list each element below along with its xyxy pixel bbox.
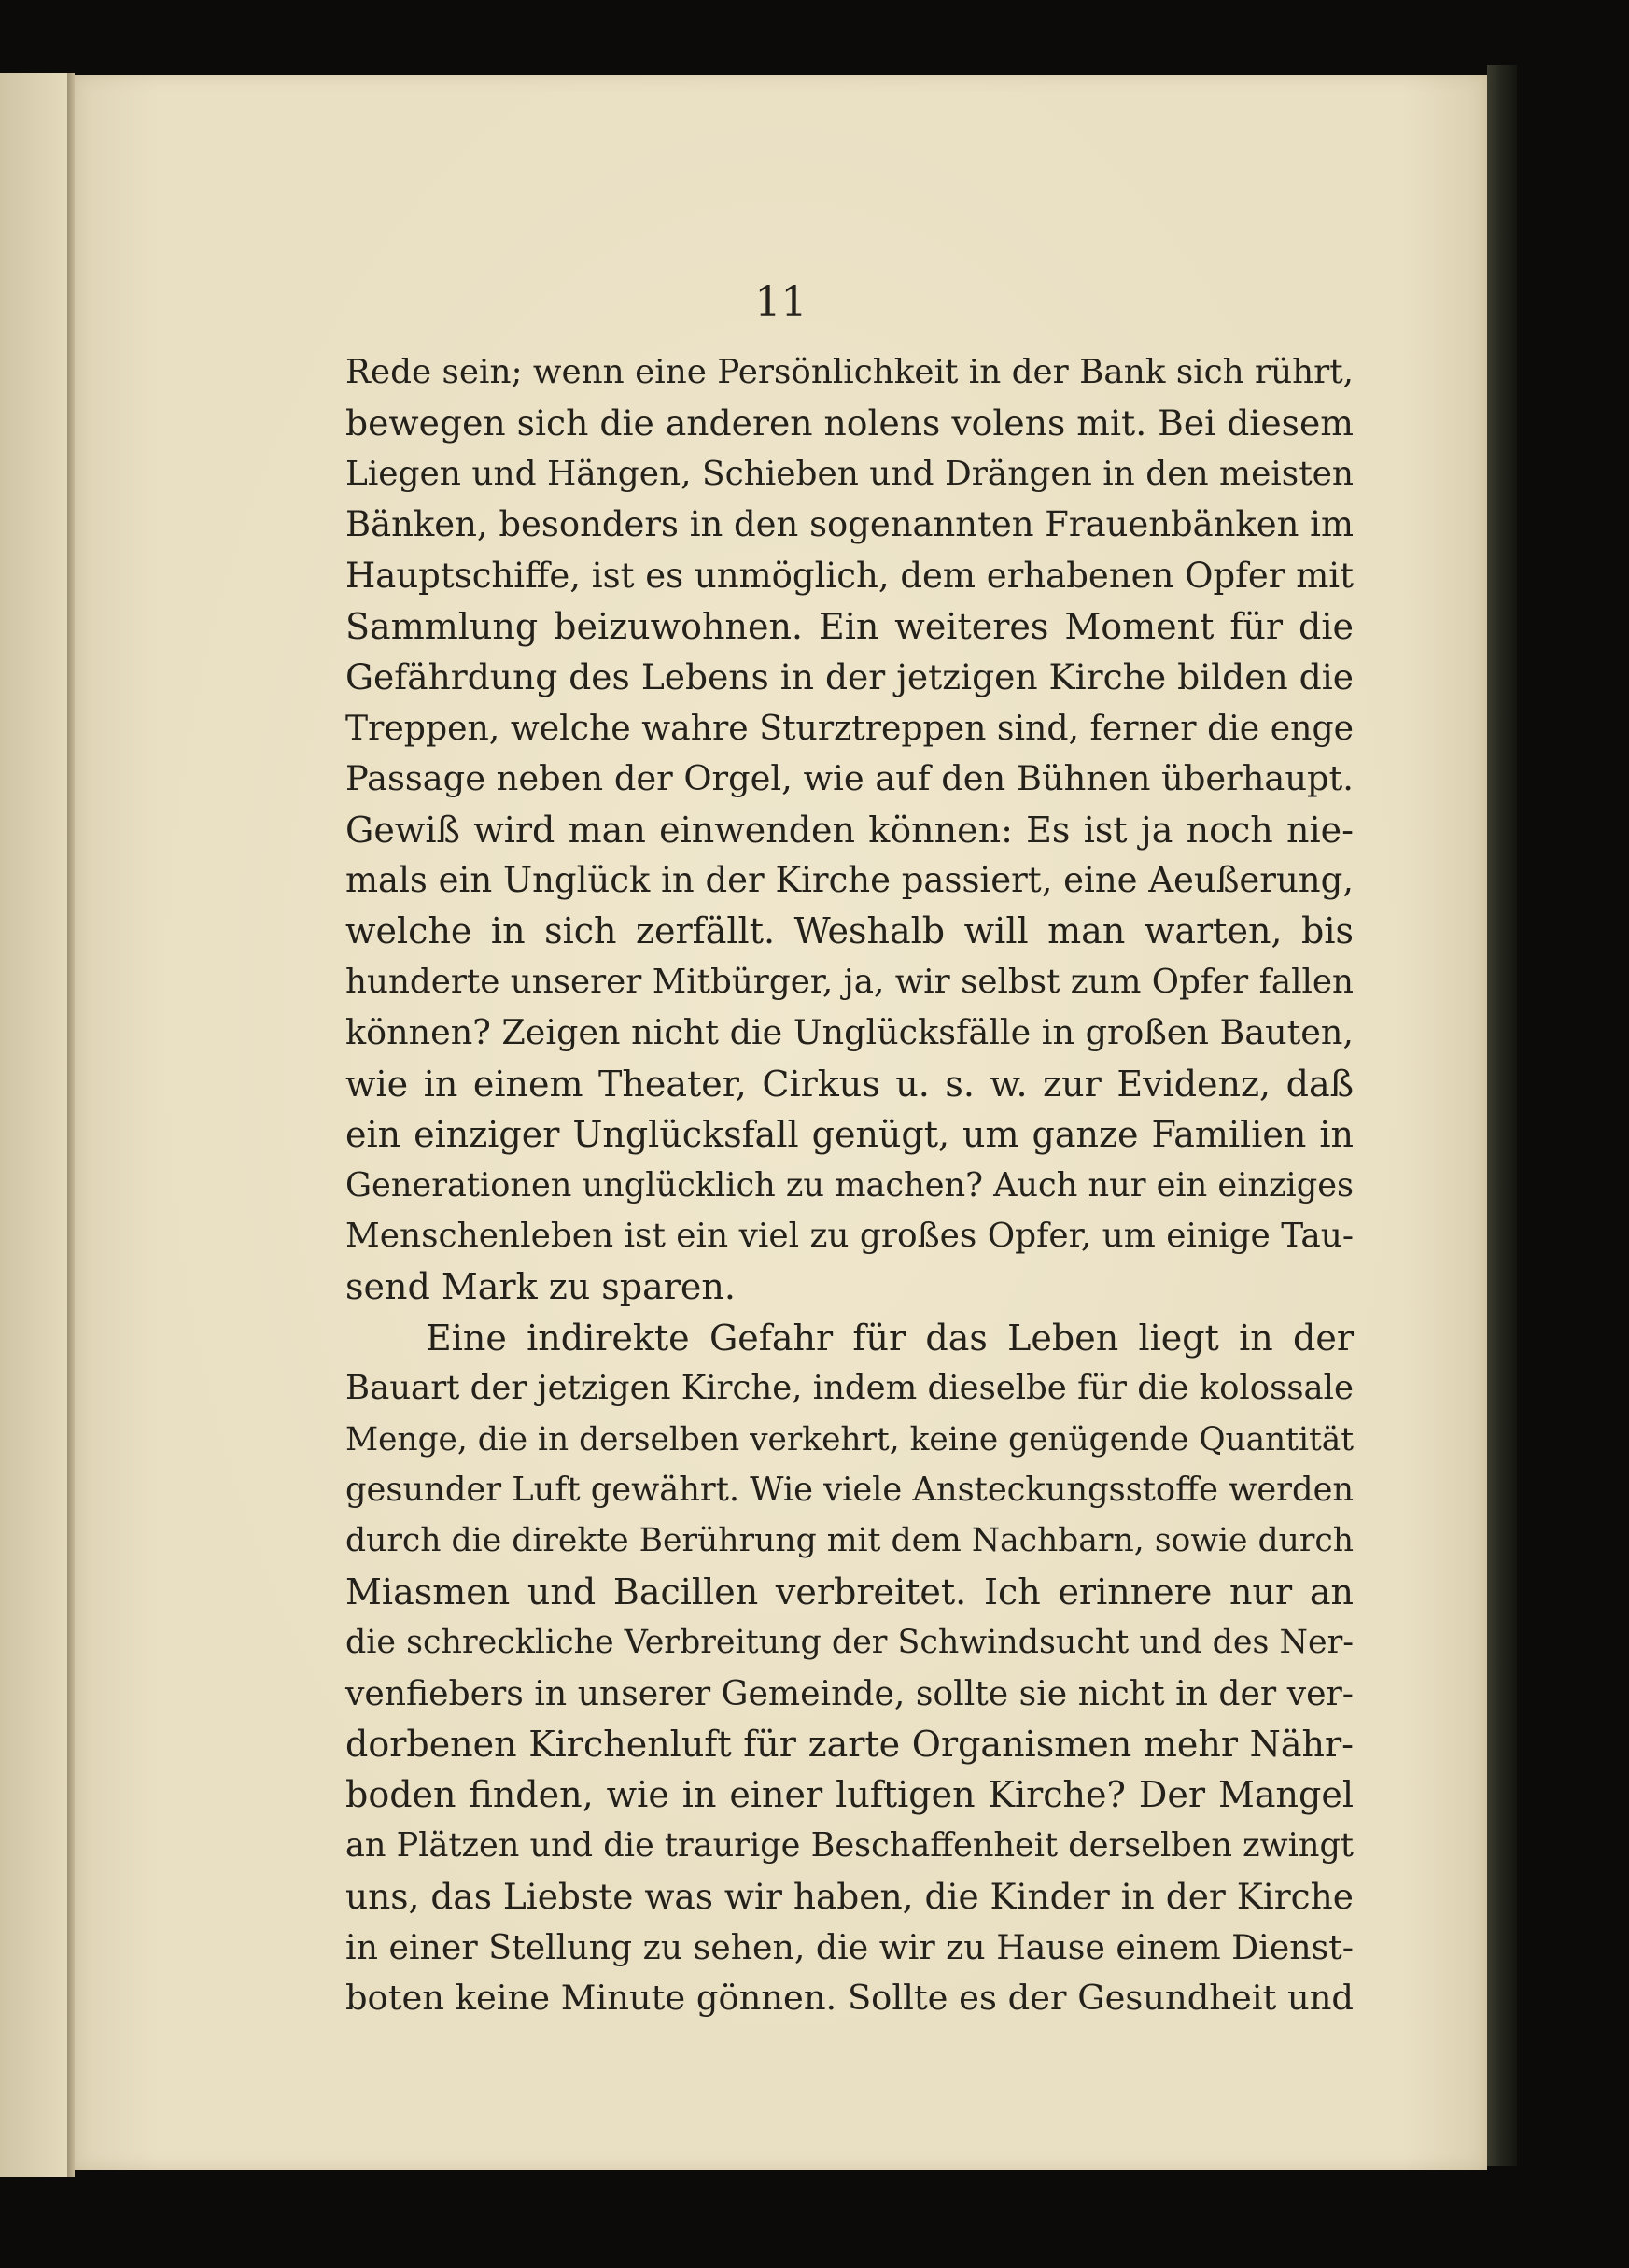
text-line: Generationen unglücklich zu machen? Auch nur ein einziges xyxy=(345,1165,1355,1204)
text-line: dorbenen Kirchenluft für zarte Organismen mehr Nähr- xyxy=(345,1723,1354,1765)
text-line: welche in sich zerfällt. Weshalb will man warten, bis xyxy=(345,910,1354,952)
text-line: Liegen und Hängen, Schieben und Drängen in den meisten xyxy=(345,454,1354,493)
book-cover-edge xyxy=(1487,65,1517,2166)
text-line: Bänken, besonders in den sogenannten Frauenbänken im xyxy=(345,504,1354,545)
text-line: Rede sein; wenn eine Persönlichkeit in der Bank sich rührt, xyxy=(345,353,1354,391)
text-line: Miasmen und Bacillen verbreitet. Ich erinnere nur an xyxy=(345,1571,1354,1613)
page-number: 11 xyxy=(754,278,807,326)
text-line: Menschenleben ist ein viel zu großes Opfer, um einige Tau- xyxy=(345,1216,1354,1255)
text-line: Hauptschiffe, ist es unmöglich, dem erhabenen Opfer mit xyxy=(345,555,1354,596)
text-line: Eine indirekte Gefahr für das Leben liegt in der xyxy=(426,1317,1354,1359)
text-line: können? Zeigen nicht die Unglücksfälle in großen Bauten, xyxy=(345,1012,1354,1053)
text-line: an Plätzen und die traurige Beschaffenheit derselben zwingt xyxy=(345,1825,1354,1865)
text-line: durch die direkte Berührung mit dem Nachbarn, sowie durch xyxy=(345,1522,1354,1560)
book-gutter xyxy=(67,73,75,2177)
text-line: Passage neben der Orgel, wie auf den Bühnen überhaupt. xyxy=(345,758,1354,799)
text-line: venfiebers in unserer Gemeinde, sollte sie nicht in der ver- xyxy=(345,1672,1354,1713)
text-line: send Mark zu sparen. xyxy=(345,1266,736,1308)
previous-page-edge xyxy=(0,73,69,2177)
text-line: mals ein Unglück in der Kirche passiert, eine Aeußerung, xyxy=(345,860,1354,901)
book-page xyxy=(75,75,1487,2170)
text-line: Bauart der jetzigen Kirche, indem dieselbe für die kolossale xyxy=(345,1369,1355,1408)
text-line: Gefährdung des Lebens in der jetzigen Kirche bilden die xyxy=(345,656,1354,698)
text-line: bewegen sich die anderen nolens volens mit. Bei diesem xyxy=(345,402,1354,444)
page-body-text xyxy=(345,347,1354,2023)
text-line: Menge, die in derselben verkehrt, keine genügende Quantität xyxy=(345,1420,1354,1458)
text-line: Sammlung beizuwohnen. Ein weiteres Moment für die xyxy=(345,606,1354,648)
text-line: in einer Stellung zu sehen, die wir zu Hause einem Dienst- xyxy=(345,1926,1354,1967)
text-line: uns, das Liebste was wir haben, die Kinder in der Kirche xyxy=(345,1876,1354,1918)
text-line: hunderte unserer Mitbürger, ja, wir selbst zum Opfer fallen xyxy=(345,962,1354,1001)
text-line: boten keine Minute gönnen. Sollte es der Gesundheit und xyxy=(345,1978,1354,2018)
text-line: die schreckliche Verbreitung der Schwindsucht und des Ner- xyxy=(345,1624,1354,1662)
text-line: gesunder Luft gewährt. Wie viele Ansteckungsstoffe werden xyxy=(345,1470,1355,1509)
text-line: wie in einem Theater, Cirkus u. s. w. zur Evidenz, daß xyxy=(345,1063,1354,1105)
text-line: Gewiß wird man einwenden können: Es ist ja noch nie- xyxy=(345,809,1354,851)
text-line: Treppen, welche wahre Sturztreppen sind, ferner die enge xyxy=(345,707,1354,748)
text-line: boden finden, wie in einer luftigen Kirche? Der Mangel xyxy=(345,1774,1354,1816)
text-line: ein einziger Unglücksfall genügt, um ganze Familien in xyxy=(345,1114,1354,1156)
